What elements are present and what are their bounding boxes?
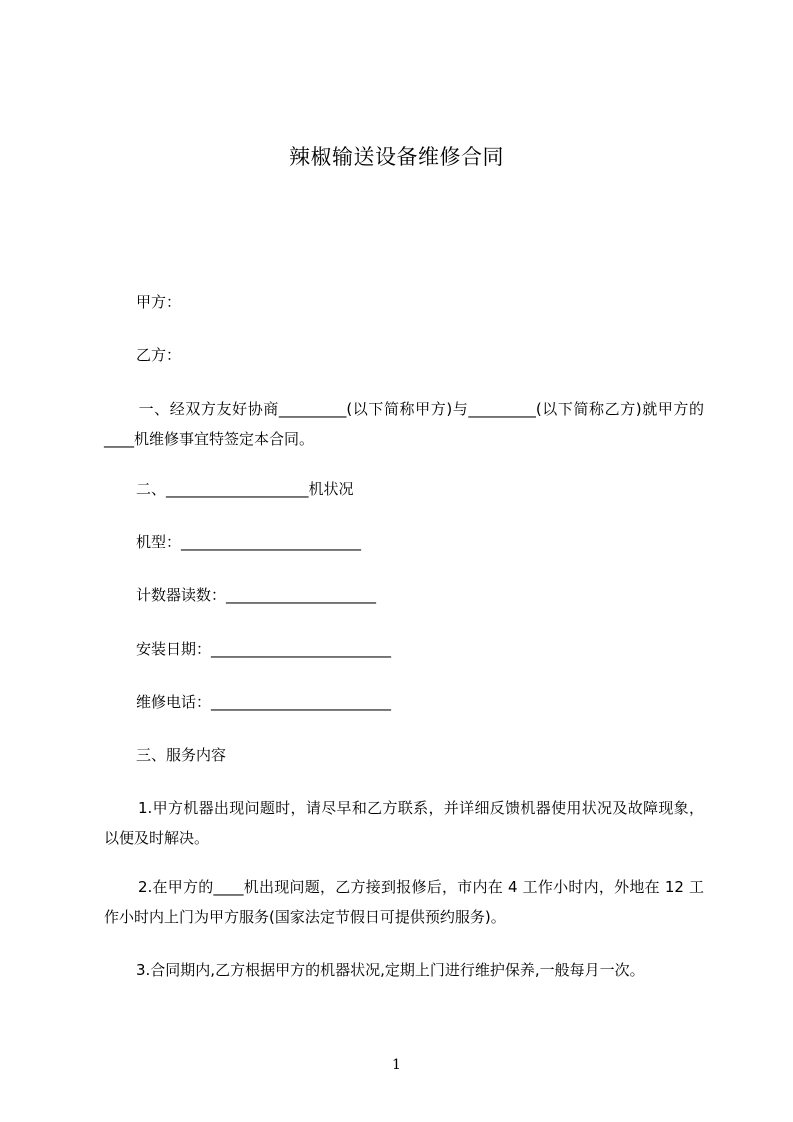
clause-2-heading: 二、___________________机状况 <box>136 480 354 498</box>
party-a-label: 甲方： <box>136 293 182 311</box>
clause-3-heading: 三、服务内容 <box>136 746 227 764</box>
clause-1-paragraph <box>104 394 704 454</box>
service-item-1-text: 1.甲方机器出现问题时，请尽早和乙方联系，并详细反馈机器使用状况及故障现象，以便及时解决。 <box>104 799 704 847</box>
service-item-3: 3.合同期内,乙方根据甲方的机器状况,定期上门进行维护保养,一般每月一次。 <box>136 961 645 979</box>
machine-model-field: 机型：________________________ <box>136 533 362 551</box>
party-b-label: 乙方： <box>136 346 182 364</box>
repair-phone-field: 维修电话：________________________ <box>136 693 392 711</box>
clause-1-text: 一、经双方友好协商_________(以下简称甲方)与_________(以下简称乙方)就甲方的____机维修事宜特签定本合同。 <box>104 400 704 448</box>
service-item-1 <box>104 793 704 853</box>
document-title: 辣椒输送设备维修合同 <box>289 145 504 169</box>
service-item-2 <box>104 872 704 932</box>
service-item-2-text: 2.在甲方的____机出现问题，乙方接到报修后，市内在 4 工作小时内，外地在 12 工作小时内上门为甲方服务(国家法定节假日可提供预约服务)。 <box>104 878 704 926</box>
page-number: 1 <box>392 1057 401 1073</box>
install-date-field: 安装日期：________________________ <box>136 640 392 658</box>
counter-reading-field: 计数器读数：____________________ <box>136 586 377 604</box>
